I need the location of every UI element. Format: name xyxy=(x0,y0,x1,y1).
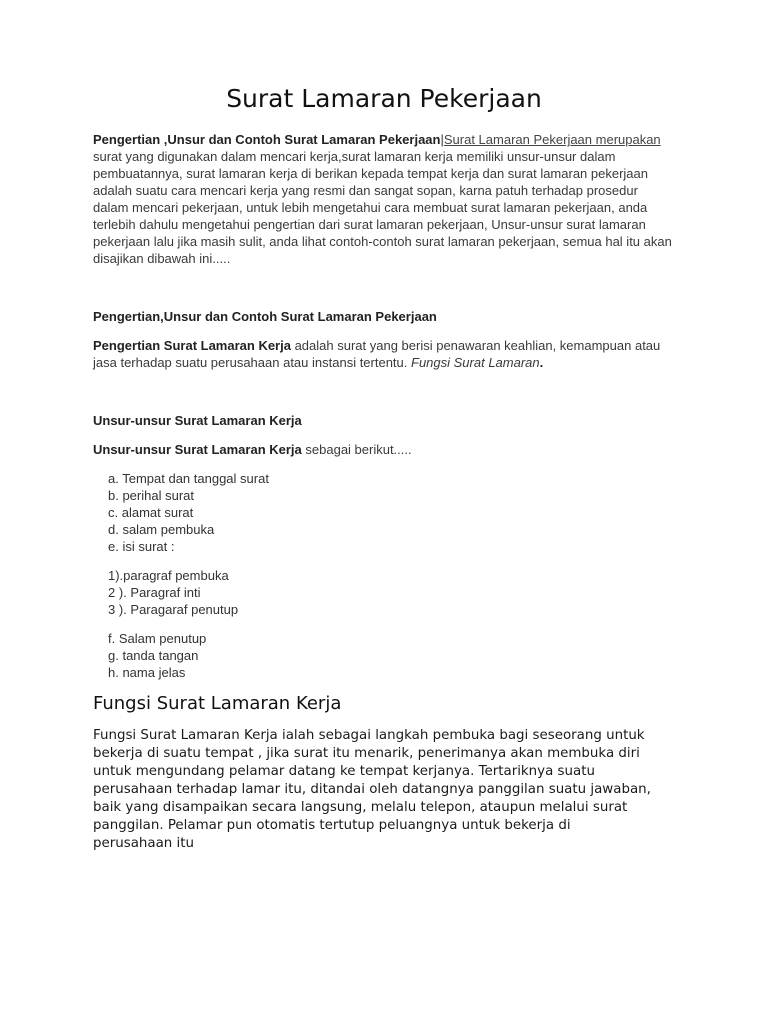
section1-paragraph xyxy=(93,337,673,371)
list-item: 2 ). Paragraf inti xyxy=(108,585,201,600)
list-item: d. salam pembuka xyxy=(108,522,215,537)
intro-paragraph xyxy=(93,131,673,267)
section3-paragraph: Fungsi Surat Lamaran Kerja ialah sebagai langkah pembuka bagi seseorang untuk bekerja di suatu tempat , jika surat itu menarik, penerimanya akan membuka diri untuk mengundang pelamar datang ke tempat kerjanya. Tertariknya suatu perusahaan terhadap lamar itu, ditandai oleh datangnya panggilan suatu jawaban, baik yang disampaikan secara langsung, melalu telepon, ataupun melalui surat panggilan. Pelamar pun otomatis tertutup peluangnya untuk bekerja di perusahaan itu xyxy=(93,728,651,851)
section2-bold-lead: Unsur-unsur Surat Lamaran Kerja xyxy=(93,442,302,457)
list-item: b. perihal surat xyxy=(108,488,194,503)
section1-heading: Pengertian,Unsur dan Contoh Surat Lamaran Pekerjaan xyxy=(93,309,437,324)
page-title: Surat Lamaran Pekerjaan xyxy=(226,84,542,113)
section2-heading: Unsur-unsur Surat Lamaran Kerja xyxy=(93,413,302,428)
list-item: c. alamat surat xyxy=(108,505,194,520)
list-item: g. tanda tangan xyxy=(108,648,199,663)
section1-end: . xyxy=(539,355,544,370)
intro-separator: | xyxy=(440,132,444,147)
section3-heading: Fungsi Surat Lamaran Kerja xyxy=(93,693,342,714)
intro-bold-lead: Pengertian ,Unsur dan Contoh Surat Lamaran Pekerjaan xyxy=(93,132,441,147)
section1-italic: Fungsi Surat Lamaran xyxy=(411,355,540,370)
list-item: a. Tempat dan tanggal surat xyxy=(108,471,269,486)
list-item: e. isi surat : xyxy=(108,539,175,554)
list-item: h. nama jelas xyxy=(108,665,186,680)
intro-link[interactable]: Surat Lamaran Pekerjaan merupakan xyxy=(443,132,661,147)
list-item: f. Salam penutup xyxy=(108,631,207,646)
intro-text: surat yang digunakan dalam mencari kerja,surat lamaran kerja memiliki unsur-unsur dalam pembuatannya, surat lamaran kerja di berikan kepada tempat kerja dan surat lamaran pekerjaan adalah suatu cara mencari kerja yang resmi dan sangat sopan, karna patuh terhadap prosedur dalam mencari pekerjaan, untuk lebih mengetahui cara membuat surat lamaran pekerjaan, anda terlebih dahulu mengetahui pengertian dari surat lamaran pekerjaan, Unsur-unsur surat lamaran pekerjaan lalu jika masih sulit, anda lihat contoh-contoh surat lamaran pekerjaan, semua hal itu akan disajikan dibawah ini..... xyxy=(93,149,672,266)
unsur-list-a xyxy=(93,470,673,555)
list-item: 1).paragraf pembuka xyxy=(108,568,229,583)
section2-paragraph xyxy=(93,441,673,458)
section1-text: adalah surat yang berisi penawaran keahlian, kemampuan atau jasa terhadap suatu perusahaan atau instansi tertentu. xyxy=(93,338,661,370)
list-item: 3 ). Paragaraf penutup xyxy=(108,602,239,617)
section2-text: sebagai berikut..... xyxy=(301,442,412,457)
paragraph-list xyxy=(93,567,673,618)
unsur-list-b xyxy=(93,630,673,681)
section1-bold-lead: Pengertian Surat Lamaran Kerja xyxy=(93,338,291,353)
